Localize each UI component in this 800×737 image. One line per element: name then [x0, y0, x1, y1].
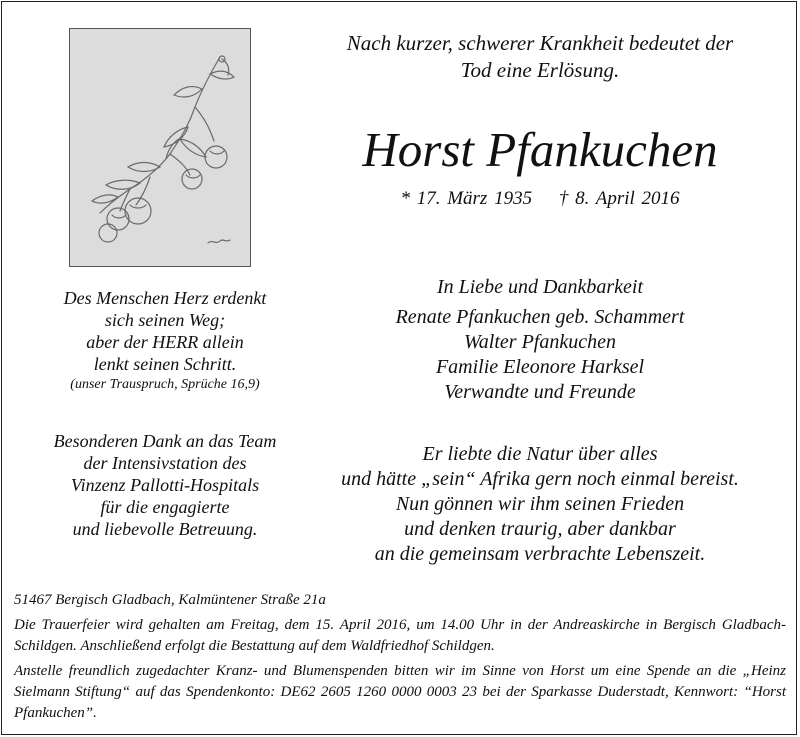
intro-line: Tod eine Erlösung. — [460, 58, 620, 82]
thanks-line: Besonderen Dank an das Team — [53, 431, 277, 451]
death-date: † 8. April 2016 — [558, 188, 680, 209]
mourner-name: Walter Pfankuchen — [463, 331, 616, 353]
thanks-line: Vinzenz Pallotti-Hospitals — [70, 475, 260, 495]
mourner-name: Verwandte und Freunde — [444, 381, 636, 403]
funeral-details: Die Trauerfeier wird gehalten am Freitag, dem 15. April 2016, um 14.00 Uhr in der Andreaskirche in Bergisch Gladbach-Schildgen. Anschließend erfolgt die Bestattung auf dem Waldfriedhof Schildgen. — [14, 617, 786, 654]
intro-line: Nach kurzer, schwerer Krankheit bedeutet der — [346, 31, 734, 55]
thanks-block — [20, 430, 310, 540]
life-dates — [300, 187, 780, 211]
verse-line: sich seinen Weg; — [104, 310, 226, 330]
tribute-line: und hätte „sein“ Afrika gern noch einmal bereist. — [341, 468, 739, 490]
footer-block — [14, 590, 786, 728]
verse-reference: (unser Trauspruch, Sprüche 16,9) — [70, 377, 260, 392]
bible-verse — [20, 287, 310, 395]
address: 51467 Bergisch Gladbach, Kalmüntener Straße 21a — [14, 592, 326, 608]
verse-line: lenkt seinen Schritt. — [93, 354, 237, 374]
thanks-line: der Intensivstation des — [83, 453, 247, 473]
mourner-name: Renate Pfankuchen geb. Schammert — [395, 306, 685, 328]
tribute-line: Er liebte die Natur über alles — [422, 443, 658, 465]
thanks-line: und liebevolle Betreuung. — [72, 519, 258, 539]
verse-line: Des Menschen Herz erdenkt — [63, 288, 267, 308]
tribute-line: an die gemeinsam verbrachte Lebenszeit. — [374, 543, 706, 565]
donation-request: Anstelle freundlich zugedachter Kranz- und Blumenspenden bitten wir im Sinne von Horst um eine Spende an die „Heinz Sielmann Stiftung“ auf das Spendenkonto: DE62 2605 1260 0000 0003 23 bei der Sparkasse Duderstadt, Kennwort: “Horst Pfankuchen”. — [14, 663, 786, 721]
fruit-branch-sketch-icon — [69, 28, 251, 267]
mourner-name: Familie Eleonore Harksel — [435, 356, 645, 378]
tribute-line: Nun gönnen wir ihm seinen Frieden — [395, 493, 685, 515]
thanks-line: für die engagierte — [100, 497, 230, 517]
deceased-name: Horst Pfankuchen — [362, 122, 718, 177]
verse-line: aber der HERR allein — [86, 332, 244, 352]
mourners-block — [300, 275, 780, 405]
birth-date: * 17. März 1935 — [400, 188, 533, 209]
intro-text — [300, 30, 780, 84]
mourners-heading: In Liebe und Dankbarkeit — [436, 276, 644, 298]
tribute-line: und denken traurig, aber dankbar — [404, 518, 676, 540]
tribute-block — [300, 442, 780, 567]
